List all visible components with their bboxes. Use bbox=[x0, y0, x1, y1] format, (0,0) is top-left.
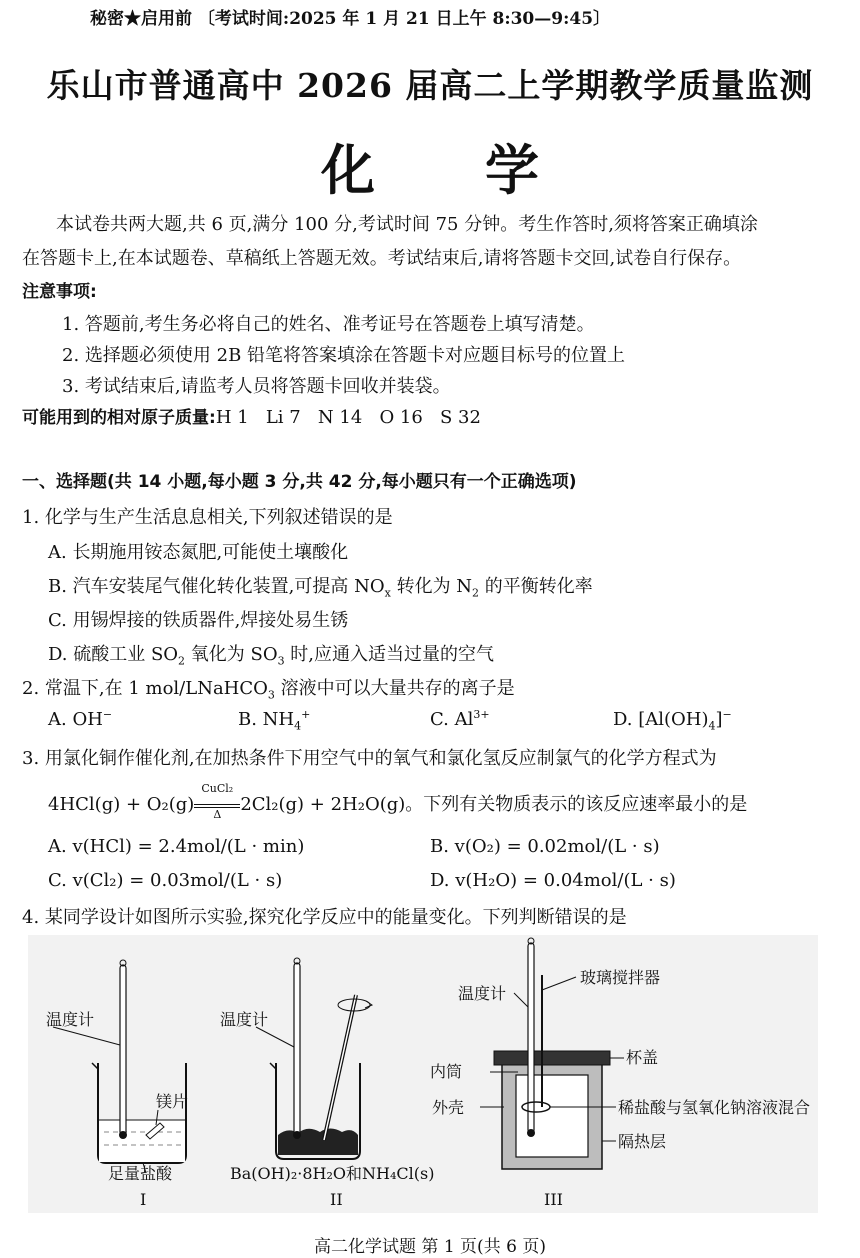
q1-b-sub-1: x bbox=[384, 586, 391, 600]
intro-line-1: 本试卷共两大题,共 6 页,满分 100 分,考试时间 75 分钟。考生作答时,须将答案正确填涂 bbox=[56, 214, 758, 235]
label-inner-cup: 内筒 bbox=[430, 1062, 463, 1081]
label-acid: 足量盐酸 bbox=[108, 1164, 173, 1183]
thermometer-3-bulb bbox=[527, 1129, 535, 1137]
q2-stem bbox=[22, 674, 515, 702]
q3-equation bbox=[48, 782, 748, 821]
atomic-mass-line bbox=[22, 403, 481, 433]
intro-line-2: 在答题卡上,在本试题卷、草稿纸上答题无效。考试结束后,请将答题卡交回,试卷自行保存。 bbox=[22, 248, 742, 269]
label-insulation: 隔热层 bbox=[618, 1132, 667, 1151]
q3-eq-right: 2Cl₂(g) + 2H₂O(g)。下列有关物质表示的该反应速率最小的是 bbox=[240, 794, 748, 815]
q2-c-text: C. Al bbox=[430, 709, 474, 730]
solid-reagent-pile bbox=[278, 1129, 358, 1156]
label-mixture: 稀盐酸与氢氧化钠溶液混合 bbox=[618, 1098, 811, 1117]
q1-stem: 1. 化学与生产生活息息相关,下列叙述错误的是 bbox=[22, 507, 393, 528]
q3-stem: 3. 用氯化铜作催化剂,在加热条件下用空气中的氧气和氯化氢反应制氯气的化学方程式为 bbox=[22, 748, 717, 769]
label-fig-3: III bbox=[544, 1190, 563, 1209]
q2-a-text: A. OH bbox=[48, 709, 103, 730]
notes-heading: 注意事项: bbox=[22, 282, 97, 302]
cup-lid bbox=[494, 1051, 610, 1065]
q2-d-sup: − bbox=[722, 708, 732, 721]
q1-d-text-3: 时,应通入适当过量的空气 bbox=[284, 644, 495, 665]
q3-option-b: B. v(O₂) = 0.02mol/(L · s) bbox=[430, 836, 660, 857]
q2-b-sup: + bbox=[301, 708, 311, 721]
thermometer-1 bbox=[120, 965, 126, 1135]
label-thermometer-1: 温度计 bbox=[46, 1010, 95, 1029]
thermometer-1-bulb bbox=[119, 1131, 127, 1139]
inner-cup bbox=[516, 1075, 588, 1157]
q1-option-d bbox=[48, 640, 494, 668]
label-thermometer-3: 温度计 bbox=[458, 984, 507, 1003]
q3-option-c: C. v(Cl₂) = 0.03mol/(L · s) bbox=[48, 870, 283, 891]
q2-d-text: D. [Al(OH) bbox=[613, 709, 709, 730]
q2-c-sup: 3+ bbox=[473, 708, 490, 721]
q3-catalyst: CuCl₂ bbox=[201, 782, 234, 795]
q3-condition: Δ bbox=[213, 808, 222, 821]
q2-option-a bbox=[48, 708, 112, 730]
label-lid: 杯盖 bbox=[626, 1048, 659, 1067]
note-item-3: 3. 考试结束后,请监考人员将答题卡回收并装袋。 bbox=[62, 376, 451, 397]
thermometer-2 bbox=[294, 963, 300, 1135]
q1-b-sub-2: 2 bbox=[472, 586, 480, 600]
thermometer-2-bulb bbox=[293, 1131, 301, 1139]
exam-title: 乐山市普通高中 2026 届高二上学期教学质量监测 bbox=[46, 66, 814, 105]
q2-a-sup: − bbox=[102, 708, 113, 721]
q2-d-sub: 4 bbox=[708, 719, 716, 733]
q1-option-c: C. 用锡焊接的铁质器件,焊接处易生锈 bbox=[48, 610, 349, 631]
label-reagent: Ba(OH)₂·8H₂O和NH₄Cl(s) bbox=[230, 1164, 435, 1183]
q1-b-text-3: 的平衡转化率 bbox=[479, 576, 593, 597]
q2-b-text: B. NH bbox=[238, 709, 295, 730]
note-item-1: 1. 答题前,考生务必将自己的姓名、准考证号在答题卷上填写清楚。 bbox=[62, 314, 595, 335]
q3-option-a: A. v(HCl) = 2.4mol/(L · min) bbox=[48, 836, 305, 857]
q1-option-a: A. 长期施用铵态氮肥,可能使土壤酸化 bbox=[48, 542, 349, 563]
note-item-2: 2. 选择题必须使用 2B 铅笔将答案填涂在答题卡对应题目标号的位置上 bbox=[62, 345, 626, 366]
q3-eq-left: 4HCl(g) + O₂(g) bbox=[48, 794, 195, 815]
section-1-heading: 一、选择题(共 14 小题,每小题 3 分,共 42 分,每小题只有一个正确选项) bbox=[22, 472, 577, 492]
page-footer: 高二化学试题 第 1 页(共 6 页) bbox=[314, 1237, 546, 1257]
label-fig-1: I bbox=[140, 1190, 147, 1209]
q1-d-sub-1: 2 bbox=[178, 654, 186, 668]
q2-option-d bbox=[613, 708, 732, 733]
acid-liquid bbox=[99, 1120, 185, 1162]
atomic-mass-values: H 1 Li 7 N 14 O 16 S 32 bbox=[215, 407, 481, 428]
q1-b-text-1: B. 汽车安装尾气催化转化装置,可提高 NO bbox=[48, 576, 385, 597]
q4-stem: 4. 某同学设计如图所示实验,探究化学反应中的能量变化。下列判断错误的是 bbox=[22, 907, 627, 928]
q2-option-c bbox=[430, 708, 490, 730]
q4-experiment-figure bbox=[28, 935, 818, 1213]
label-fig-2: II bbox=[330, 1190, 343, 1209]
label-outer-shell: 外壳 bbox=[432, 1098, 465, 1117]
q1-d-sub-2: 3 bbox=[277, 654, 285, 668]
q2-d-text-2: ] bbox=[715, 709, 723, 730]
q1-b-text-2: 转化为 N bbox=[390, 576, 473, 597]
q2-b-sub: 4 bbox=[294, 719, 302, 733]
q1-option-b bbox=[48, 572, 593, 600]
secret-exam-time: 秘密★启用前 〔考试时间:2025 年 1 月 21 日上午 8:30—9:45〕 bbox=[90, 9, 611, 29]
q2-stem-sub: 3 bbox=[267, 688, 275, 702]
q2-option-b bbox=[238, 708, 310, 733]
q3-option-d: D. v(H₂O) = 0.04mol/(L · s) bbox=[430, 870, 676, 891]
label-stirrer: 玻璃搅拌器 bbox=[580, 968, 661, 987]
label-magnesium: 镁片 bbox=[156, 1092, 189, 1111]
thermometer-3 bbox=[528, 943, 534, 1133]
q1-d-text-2: 氧化为 SO bbox=[185, 644, 278, 665]
q2-stem-text-2: 溶液中可以大量共存的离子是 bbox=[274, 678, 515, 699]
q1-d-text-1: D. 硫酸工业 SO bbox=[48, 644, 179, 665]
label-thermometer-2: 温度计 bbox=[220, 1010, 269, 1029]
q2-stem-text-1: 2. 常温下,在 1 mol/LNaHCO bbox=[22, 678, 268, 699]
subject-title: 化学 bbox=[321, 138, 649, 202]
q3-eq-arrow bbox=[194, 782, 240, 821]
atomic-mass-label: 可能用到的相对原子质量: bbox=[22, 408, 216, 428]
